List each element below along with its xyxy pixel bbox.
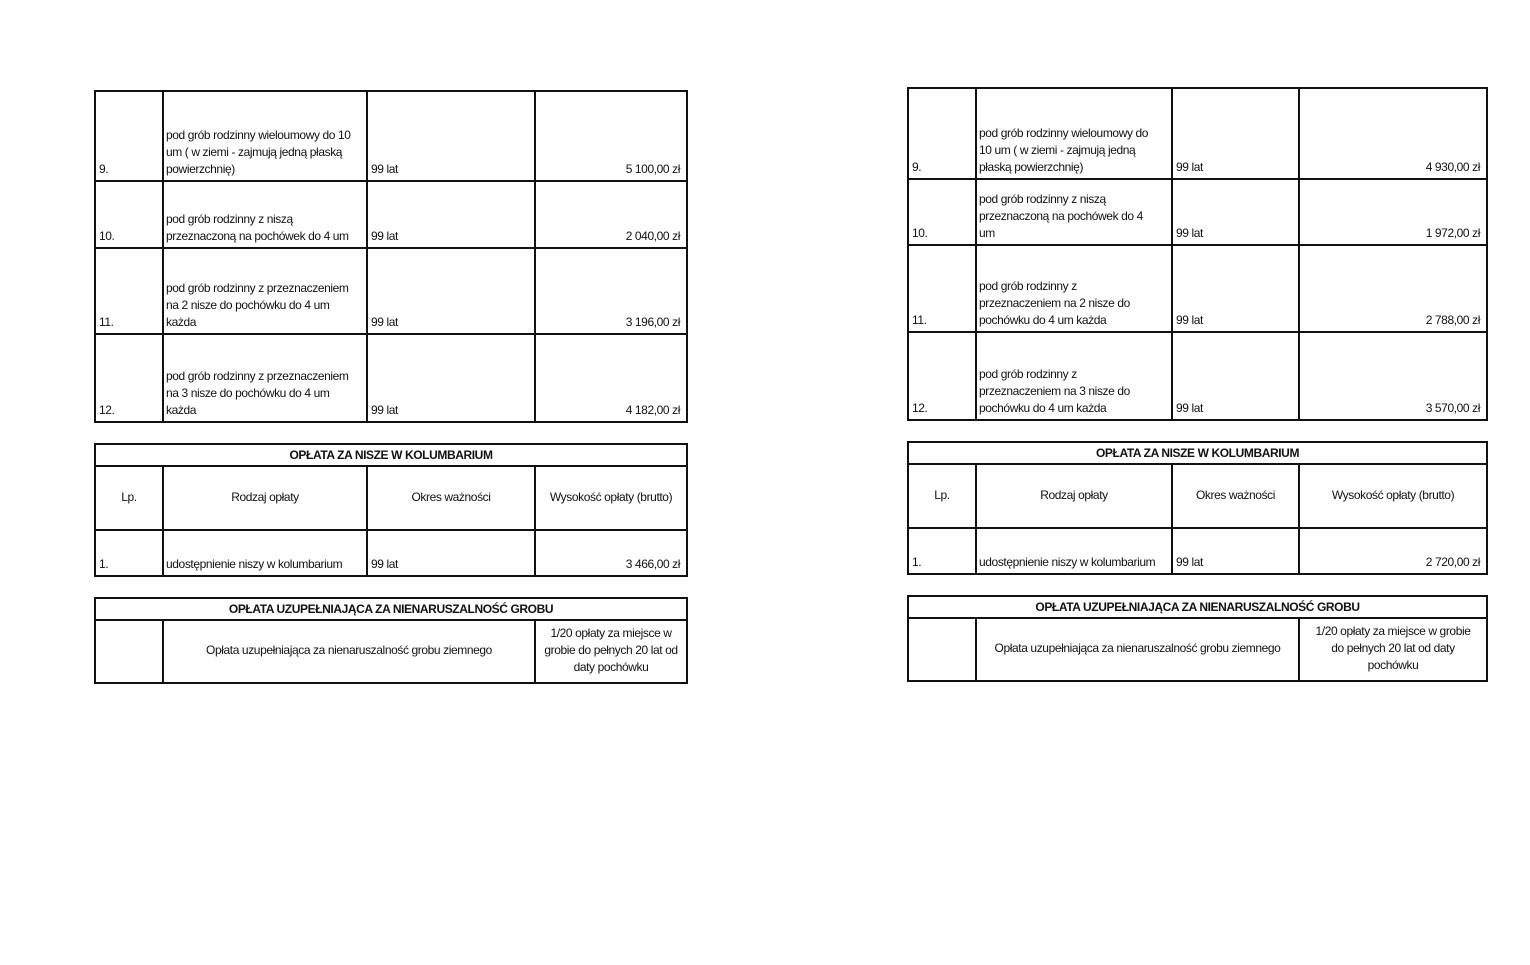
lp-cell: 1. <box>908 528 976 574</box>
table-row <box>95 334 687 422</box>
table-row <box>908 88 1487 179</box>
period-cell: 99 lat <box>1172 528 1299 574</box>
lp-cell: 12. <box>95 334 163 422</box>
description-cell: pod grób rodzinny z przeznaczeniem na 2 nisze do pochówku do 4 um każda <box>976 245 1172 332</box>
description-cell: pod grób rodzinny z niszą przeznaczoną na pochówek do 4 um <box>163 181 367 248</box>
note-cell: 1/20 opłaty za miejsce w grobie do pełnych 20 lat od daty pochówku <box>535 620 687 683</box>
amount-cell: 3 570,00 zł <box>1299 332 1487 420</box>
table-row <box>95 620 687 683</box>
description-cell: Opłata uzupełniająca za nienaruszalność grobu ziemnego <box>976 618 1299 681</box>
description-cell: pod grób rodzinny z przeznaczeniem na 3 nisze do pochówku do 4 um każda <box>976 332 1172 420</box>
period-cell: 99 lat <box>1172 88 1299 179</box>
supplement-table <box>907 595 1488 682</box>
period-cell: 99 lat <box>1172 332 1299 420</box>
table-row <box>908 618 1487 681</box>
column-header: Okres ważności <box>367 466 535 530</box>
table-row <box>95 248 687 334</box>
column-header: Wysokość opłaty (brutto) <box>1299 464 1487 528</box>
kolumbarium-table <box>907 441 1488 575</box>
period-cell: 99 lat <box>367 91 535 181</box>
lp-cell: 1. <box>95 530 163 576</box>
column-header: Rodzaj opłaty <box>976 464 1172 528</box>
description-cell: udostępnienie niszy w kolumbarium <box>163 530 367 576</box>
grave-fee-table <box>907 87 1488 421</box>
amount-cell: 2 720,00 zł <box>1299 528 1487 574</box>
description-cell: pod grób rodzinny wieloumowy do 10 um ( w ziemi - zajmują jedną płaską powierzchnię) <box>163 91 367 181</box>
header-row <box>95 466 687 530</box>
column-header: Rodzaj opłaty <box>163 466 367 530</box>
note-cell: 1/20 opłaty za miejsce w grobie do pełnych 20 lat od daty pochówku <box>1299 618 1487 681</box>
table-row <box>908 245 1487 332</box>
table-row <box>95 530 687 576</box>
table-row <box>908 528 1487 574</box>
amount-cell: 3 466,00 zł <box>535 530 687 576</box>
grave-fee-table <box>94 90 688 423</box>
amount-cell: 5 100,00 zł <box>535 91 687 181</box>
description-cell: pod grób rodzinny z niszą przeznaczoną na pochówek do 4 um <box>976 179 1172 245</box>
lp-cell: 10. <box>95 181 163 248</box>
section-title: OPŁATA ZA NISZE W KOLUMBARIUM <box>908 442 1487 464</box>
column-header: Wysokość opłaty (brutto) <box>535 466 687 530</box>
description-cell: pod grób rodzinny z przeznaczeniem na 2 nisze do pochówku do 4 um każda <box>163 248 367 334</box>
description-cell: pod grób rodzinny wieloumowy do 10 um ( w ziemi - zajmują jedną płaską powierzchnię) <box>976 88 1172 179</box>
fee-table-right <box>907 87 1486 682</box>
lp-cell <box>908 618 976 681</box>
column-header: Lp. <box>95 466 163 530</box>
supplement-table <box>94 597 688 684</box>
lp-cell: 10. <box>908 179 976 245</box>
period-cell: 99 lat <box>1172 179 1299 245</box>
table-row <box>908 179 1487 245</box>
amount-cell: 2 788,00 zł <box>1299 245 1487 332</box>
kolumbarium-table <box>94 443 688 577</box>
section-title: OPŁATA UZUPEŁNIAJĄCA ZA NIENARUSZALNOŚĆ GROBU <box>908 596 1487 618</box>
description-cell: pod grób rodzinny z przeznaczeniem na 3 nisze do pochówku do 4 um każda <box>163 334 367 422</box>
period-cell: 99 lat <box>367 181 535 248</box>
lp-cell: 9. <box>95 91 163 181</box>
description-cell: Opłata uzupełniająca za nienaruszalność grobu ziemnego <box>163 620 535 683</box>
amount-cell: 2 040,00 zł <box>535 181 687 248</box>
lp-cell: 11. <box>95 248 163 334</box>
column-header: Lp. <box>908 464 976 528</box>
table-row <box>908 332 1487 420</box>
period-cell: 99 lat <box>367 530 535 576</box>
period-cell: 99 lat <box>367 334 535 422</box>
amount-cell: 4 930,00 zł <box>1299 88 1487 179</box>
amount-cell: 3 196,00 zł <box>535 248 687 334</box>
lp-cell <box>95 620 163 683</box>
amount-cell: 1 972,00 zł <box>1299 179 1487 245</box>
column-header: Okres ważności <box>1172 464 1299 528</box>
lp-cell: 9. <box>908 88 976 179</box>
header-row <box>908 464 1487 528</box>
fee-table-left <box>94 90 686 684</box>
table-row <box>95 91 687 181</box>
table-row <box>95 181 687 248</box>
lp-cell: 12. <box>908 332 976 420</box>
lp-cell: 11. <box>908 245 976 332</box>
period-cell: 99 lat <box>1172 245 1299 332</box>
period-cell: 99 lat <box>367 248 535 334</box>
section-title: OPŁATA UZUPEŁNIAJĄCA ZA NIENARUSZALNOŚĆ GROBU <box>95 598 687 620</box>
section-title: OPŁATA ZA NISZE W KOLUMBARIUM <box>95 444 687 466</box>
amount-cell: 4 182,00 zł <box>535 334 687 422</box>
description-cell: udostępnienie niszy w kolumbarium <box>976 528 1172 574</box>
